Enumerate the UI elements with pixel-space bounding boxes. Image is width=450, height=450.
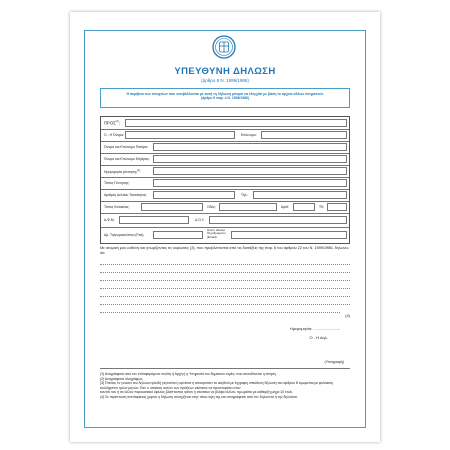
declaration-line-4[interactable] (100, 288, 350, 289)
footnote-4: (4) Σε περίπτωση ανεπάρκειας χώρου η δήλωση συνεχίζεται στην πίσω όψη της και υπογράφεται από τον δηλούντα ή την δηλούσα. (100, 394, 298, 399)
intro-reference: (άρθρο 8 παρ. 4 Ν. 1599/1986) (201, 96, 249, 101)
surname-label: Επώνυμο: (241, 133, 257, 137)
first-name-field[interactable] (125, 131, 235, 139)
pros-label: ΠΡΟΣ$^{(1)}$: (104, 120, 121, 126)
street-number-label: Αριθ: (281, 205, 289, 209)
footnote-2: (2) Αναγράφεται ολογράφως. (100, 376, 144, 381)
declaration-line-6[interactable] (100, 304, 350, 305)
first-name-label: Ο - Η Όνομα: (104, 133, 125, 137)
tax-office-label: Δ.Ο.Υ. (195, 218, 205, 222)
father-name-label: Όνομα και Επώνυμο Πατέρα: (104, 145, 148, 149)
declaration-line-3[interactable] (100, 280, 350, 281)
declaration-sheet (70, 12, 380, 442)
tax-id-field[interactable] (119, 216, 189, 224)
birthdate-field[interactable] (153, 167, 347, 175)
email-field[interactable] (231, 231, 347, 239)
page-title: ΥΠΕΥΘΥΝΗ ΔΗΛΩΣΗ (174, 66, 276, 77)
phone-label: Τηλ.: (241, 193, 249, 197)
tax-office-field[interactable] (209, 216, 347, 224)
form-row-contact (101, 227, 349, 243)
signature-label: (Υπογραφή) (324, 360, 344, 364)
intro-box (100, 88, 350, 108)
intro-text: Η ακρίβεια των στοιχείων που υποβάλλονται με αυτή τη δήλωση μπορεί να ελεγχθεί με βάση το αρχείο άλλων υπηρεσιών (126, 92, 324, 96)
id-number-field[interactable] (153, 191, 235, 199)
date-field[interactable]: Ημερομηνία: ........................ (289, 326, 340, 331)
birthplace-field[interactable] (153, 179, 347, 187)
declaration-line-7[interactable] (100, 312, 340, 313)
fax-field[interactable] (153, 231, 203, 239)
pros-field[interactable] (125, 119, 347, 127)
greek-emblem-icon (211, 34, 237, 60)
street-number-field[interactable] (293, 203, 315, 211)
declarant-label: Ο - Η Δηλ. (309, 335, 328, 340)
mother-name-label: Όνομα και Επώνυμο Μητέρας: (104, 157, 150, 161)
postcode-field[interactable] (327, 203, 347, 211)
footnotes (100, 368, 350, 400)
declaration-line-1[interactable] (100, 264, 350, 265)
father-name-field[interactable] (153, 143, 347, 151)
residence-label: Τόπος Κατοικίας: (104, 205, 130, 209)
declaration-text: Με ατομική μου ευθύνη και γνωρίζοντας τις κυρώσεις (3), που προβλέπονται από τις διατάξεις της παρ. 6 του άρθρου 22 του Ν. 1599/1986, δηλώνω ότι: (100, 246, 349, 255)
page-subtitle: (άρθρο 8 Ν. 1599/1986) (201, 78, 249, 83)
footnote-1: (1) Αναγράφεται από τον ενδιαφερόμενο πολίτη ή Αρχή ή η Υπηρεσία του δημόσιου τομέα, που απευθύνεται η αίτηση. (100, 372, 277, 376)
email-label: Δ/νση Ηλεκτρ. Ταχυδρομείου (Email): (207, 228, 226, 239)
postcode-label: ΤΚ: (319, 205, 325, 209)
form-row-tax (101, 213, 349, 228)
tax-id-label: Α.Φ.Μ. (104, 218, 115, 222)
street-field[interactable] (219, 203, 277, 211)
footnote-3: (3) Όποιος εν γνώσει του δηλώνει ψευδή γεγονότα ή αρνείται ή αποκρύπτει τα αληθινά με έγγραφη υπεύθυνη δήλωση του άρθρου 8 τιμωρείται με φυλάκιση τουλάχιστον τριών μηνών. Εάν ο υπαίτιος αυτών των πράξεων σκόπευε να προσπορίσει στον (100, 381, 334, 390)
surname-field[interactable] (261, 131, 347, 139)
birthplace-label: Τόπος Γέννησης: (104, 181, 130, 185)
birthdate-label: Ημερομηνία γέννησης$^{(2)}$: (104, 169, 141, 175)
id-number-label: Αριθμός Δελτίου Ταυτότητας: (104, 193, 147, 197)
residence-field[interactable] (141, 203, 203, 211)
continuation-note-marker: (4) (345, 313, 350, 318)
mother-name-field[interactable] (153, 155, 347, 163)
footnote-3-cont: εαυτόν του ή σε άλλον περιουσιακό όφελος βλάπτοντας τρίτον ή σκόπευε να βλάψει άλλον, τιμωρείται με κάθειρξη μέχρι 10 ετών. (100, 390, 294, 395)
fax-label: Αρ. Τηλεομοιοτύπου (Fax): (104, 233, 145, 237)
personal-details-form (100, 116, 350, 244)
declaration-line-2[interactable] (100, 272, 350, 273)
declaration-line-5[interactable] (100, 296, 350, 297)
street-label: Οδός: (207, 205, 216, 209)
phone-field[interactable] (253, 191, 347, 199)
